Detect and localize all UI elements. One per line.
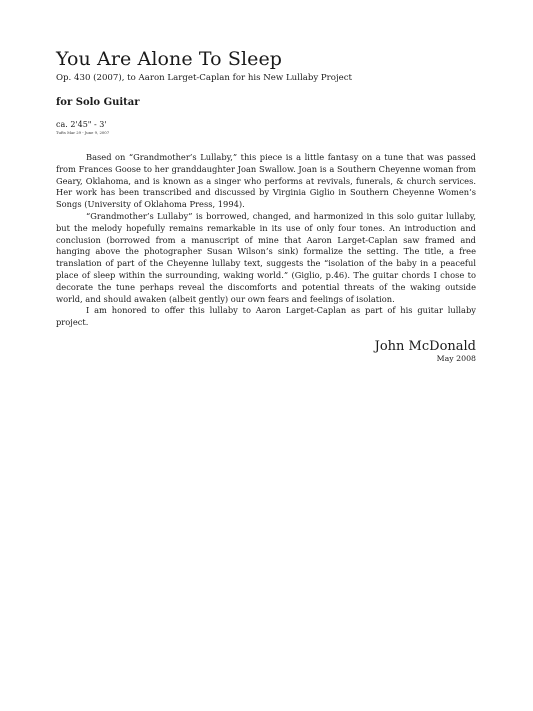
piece-title: You Are Alone To Sleep <box>56 48 283 70</box>
composition-dates: Tufts Mar 29 - June 9, 2007 <box>56 130 110 135</box>
piece-subtitle: Op. 430 (2007), to Aaron Larget-Caplan for his New Lullaby Project <box>56 73 352 83</box>
document-page <box>56 48 476 364</box>
duration: ca. 2'45" - 3' <box>56 120 107 129</box>
paragraph-2: “Grandmother’s Lullaby” is borrowed, changed, and harmonized in this solo guitar lullaby, but the melody hopefully remains remarkable in its use of only four tones. An introduction and conclusion (borrowed from a manuscript of mine that Aaron Larget-Caplan saw framed and hanging above the photographer Susan Wilson’s sink) formalize the setting. The title, a free translation of part of the Cheyenne lullaby text, suggests the “isolation of the baby in a peaceful place of sleep within the surrounding, waking world.” (Giglio, p.46). The guitar chords I chose to decorate the tune perhaps reveal the discomforts and potential threats of the waking outside world, and should awaken (albeit gently) our own fears and feelings of isolation. <box>56 210 476 304</box>
composer-name: John McDonald <box>374 338 476 354</box>
paragraph-1: Based on “Grandmother’s Lullaby,” this piece is a little fantasy on a tune that was passed from Frances Goose to her granddaughter Joan Swallow. Joan is a Southern Cheyenne woman from Geary, Oklahoma, and is known as a singer who performs at revivals, funerals, & church services. Her work has been transcribed and discussed by Virginia Giglio in Southern Cheyenne Women’s Songs (University of Oklahoma Press, 1994). <box>56 152 476 210</box>
program-note <box>56 152 476 329</box>
instrumentation: for Solo Guitar <box>56 97 140 108</box>
signature-block <box>56 339 476 364</box>
paragraph-3: I am honored to offer this lullaby to Aaron Larget-Caplan as part of his guitar lullaby project. <box>56 305 476 328</box>
signature-date: May 2008 <box>436 353 476 363</box>
